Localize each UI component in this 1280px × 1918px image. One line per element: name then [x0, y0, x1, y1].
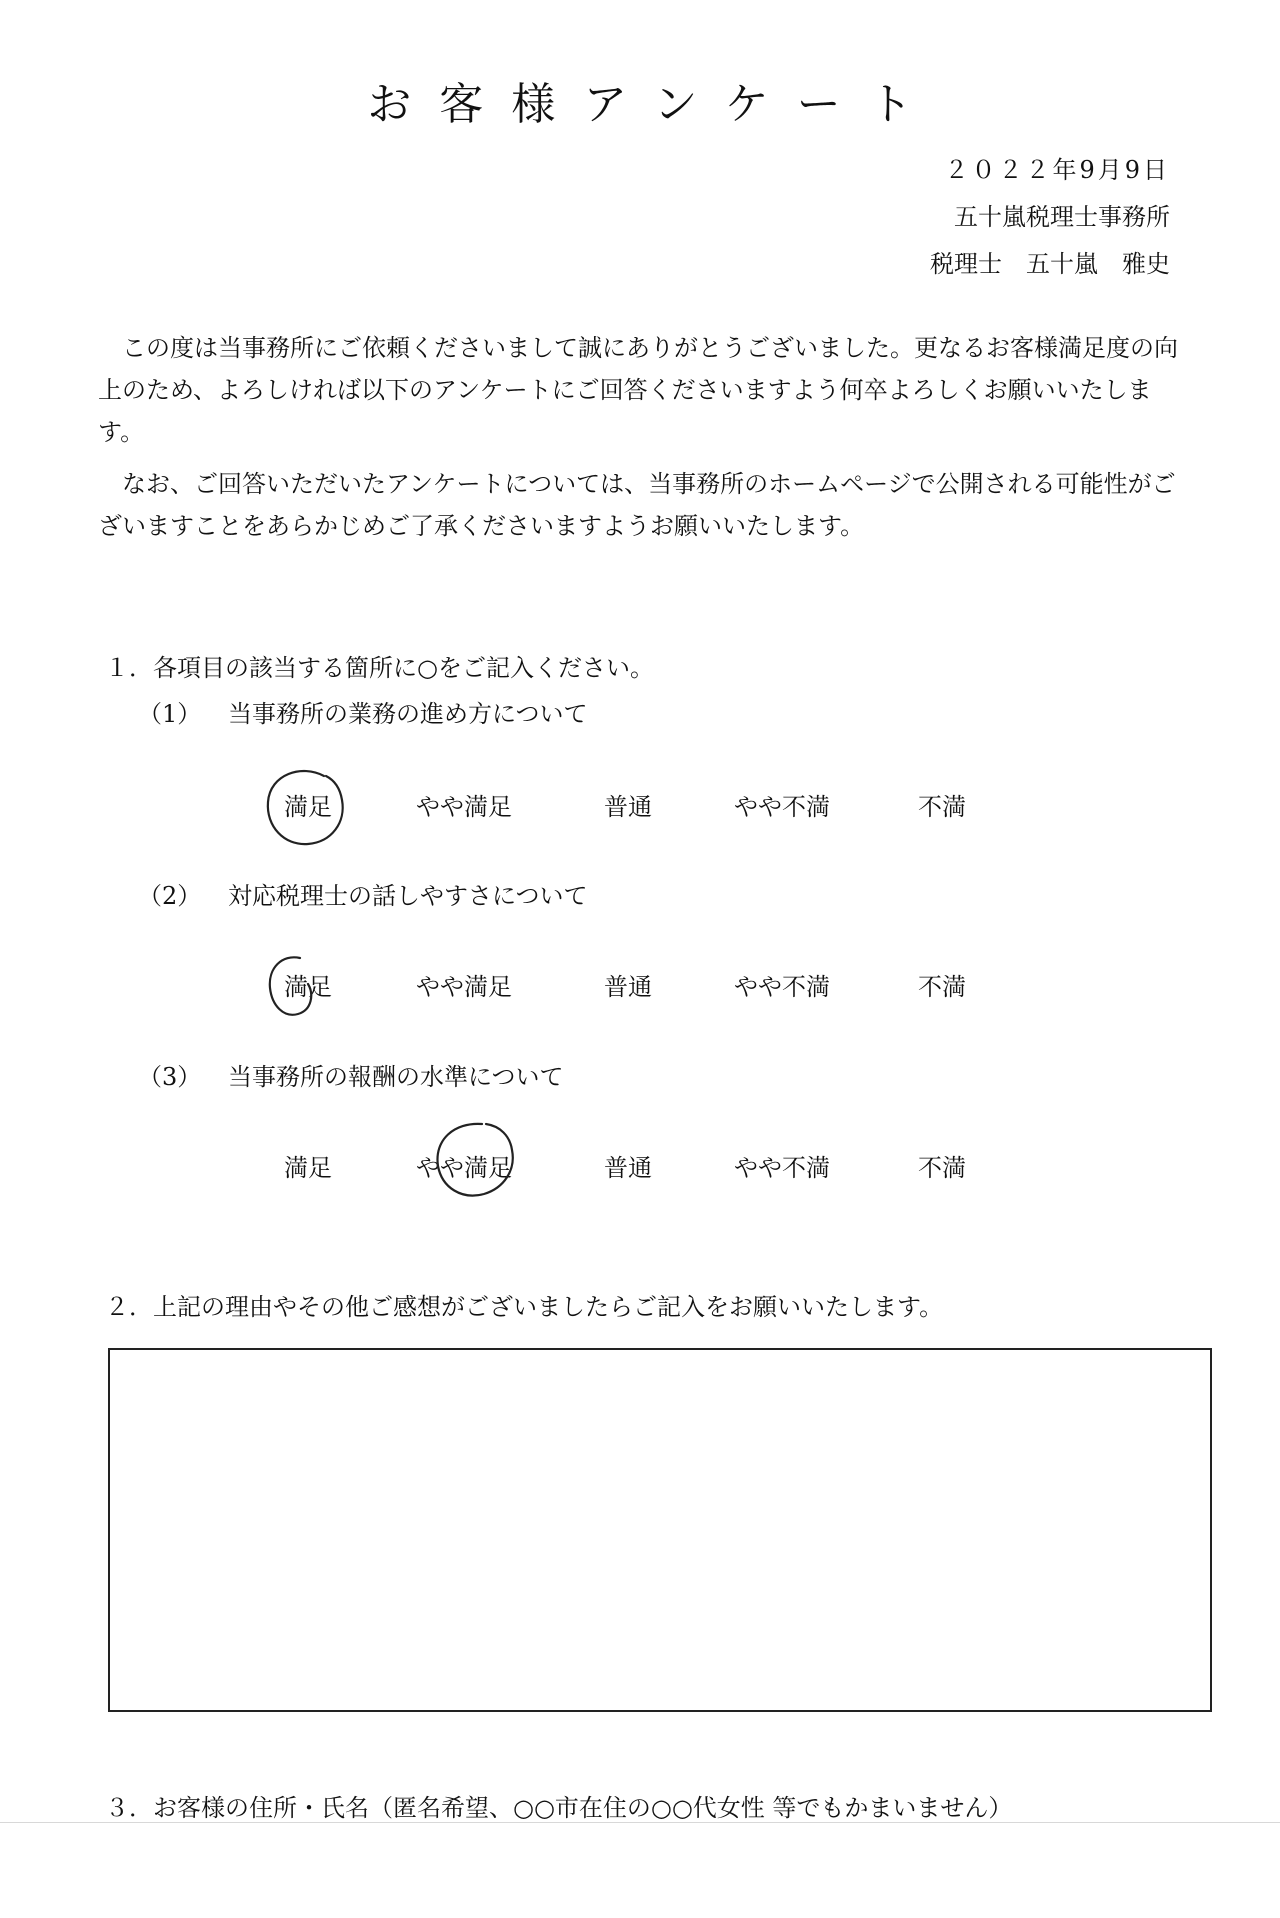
item-text: 対応税理士の話しやすさについて [228, 882, 588, 910]
item-1-option-somewhat-dissatisfied[interactable]: やや不満 [734, 793, 830, 821]
issue-date: ２０２２年9月9日 [944, 156, 1170, 184]
item-2-option-neutral[interactable]: 普通 [604, 973, 652, 1001]
item-number: （1） [138, 700, 202, 728]
divider-line [0, 1822, 1280, 1823]
item-2-option-satisfied[interactable]: 満足 [284, 973, 332, 1001]
item-2-option-somewhat-satisfied[interactable]: やや満足 [416, 973, 512, 1001]
item-text: 当事務所の報酬の水準について [228, 1063, 564, 1091]
item-1-option-neutral[interactable]: 普通 [604, 793, 652, 821]
item-3-option-satisfied[interactable]: 満足 [284, 1154, 332, 1182]
intro-paragraph-1: この度は当事務所にご依頼くださいまして誠にありがとうございました。更なるお客様満足度の向上のため、よろしければ以下のアンケートにご回答くださいますよう何卒よろしくお願いいたします。 [98, 334, 1178, 446]
item-number: （3） [138, 1063, 202, 1091]
office-name: 五十嵐税理士事務所 [954, 203, 1170, 231]
item-1-option-somewhat-satisfied[interactable]: やや満足 [416, 793, 512, 821]
item-3-option-somewhat-dissatisfied[interactable]: やや不満 [734, 1154, 830, 1182]
accountant-name: 税理士 五十嵐 雅史 [930, 250, 1170, 278]
item-1-option-dissatisfied[interactable]: 不満 [918, 793, 966, 821]
question-3-title: ３．お客様の住所・氏名（匿名希望、○○市在住の○○代女性 等でもかまいません） [105, 1794, 1013, 1822]
item-text: 当事務所の業務の進め方について [228, 700, 588, 728]
question-2-title: ２．上記の理由やその他ご感想がございましたらご記入をお願いいたします。 [105, 1293, 944, 1321]
intro-paragraph-2: なお、ご回答いただいたアンケートについては、当事務所のホームページで公開される可能性がございますことをあらかじめご了承くださいますようお願いいたします。 [98, 470, 1176, 540]
item-number: （2） [138, 882, 202, 910]
comment-answer-box[interactable] [108, 1348, 1212, 1712]
survey-title: お客様アンケート [367, 79, 941, 130]
item-2-option-somewhat-dissatisfied[interactable]: やや不満 [734, 973, 830, 1001]
question-1-title: １．各項目の該当する箇所に○をご記入ください。 [105, 654, 654, 682]
item-2-option-dissatisfied[interactable]: 不満 [918, 973, 966, 1001]
item-1-option-satisfied[interactable]: 満足 [284, 793, 332, 821]
item-3-option-dissatisfied[interactable]: 不満 [918, 1154, 966, 1182]
item-3-option-neutral[interactable]: 普通 [604, 1154, 652, 1182]
item-3-option-somewhat-satisfied[interactable]: やや満足 [416, 1154, 512, 1182]
